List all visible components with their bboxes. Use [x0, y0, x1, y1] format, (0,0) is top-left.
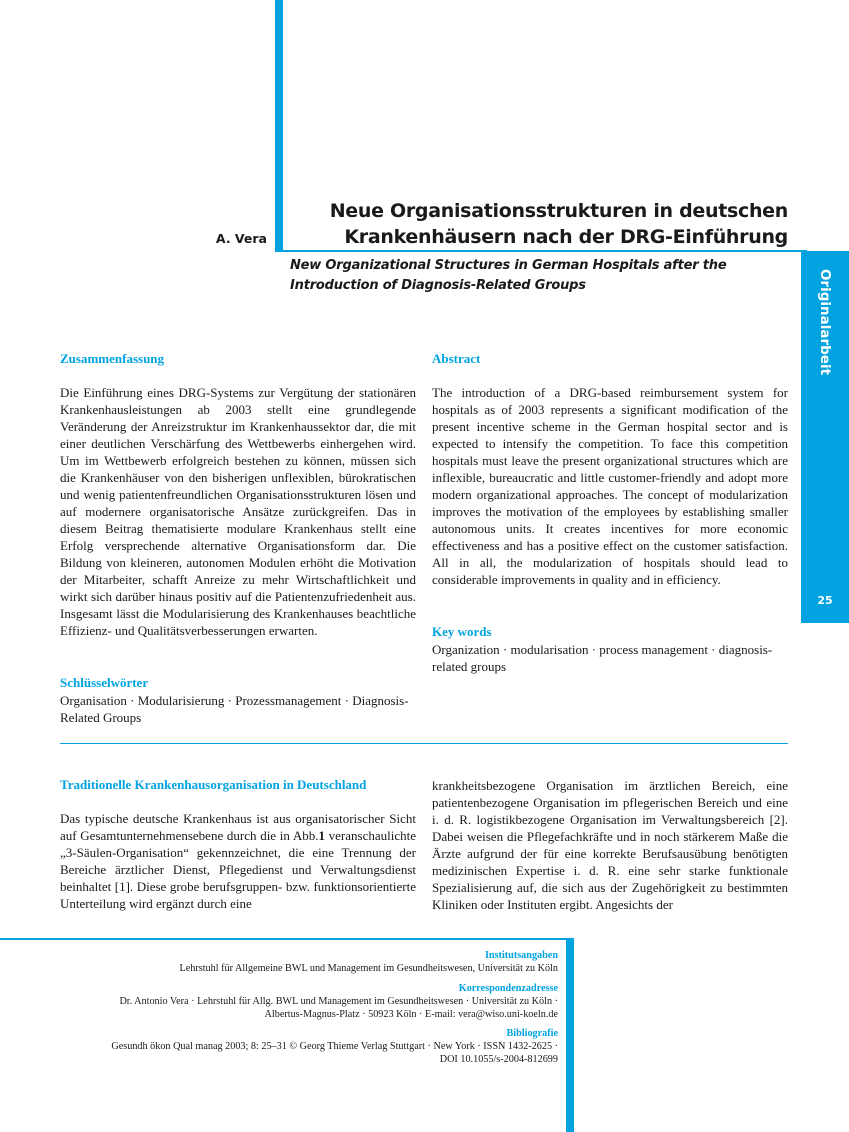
section-text-left-b: veranschaulichte „3-Säulen-Organisation“ gekennzeichnet, die eine Trennung der Bereiche ärztlicher Dienst, Pflegedienst und Verwaltungsdienst beinhaltet [1]. Diese grobe berufsgruppen- bzw. funktionsorientierte Unterteilung wird ergänzt durch eine: [60, 828, 416, 911]
bibliography-line-2: DOI 10.1055/s-2004-812699: [439, 1054, 558, 1065]
footer-bar: [566, 938, 574, 1132]
article-title: [290, 198, 788, 250]
english-title: New Organizational Structures in German Hospitals after the Introduction of Diagnosis-Related Groups: [290, 258, 727, 293]
abstract-text: The introduction of a DRG-based reimbursement system for hospitals as of 2003 represents a significant modification of the present incentive scheme in the German hospital sector and is expected to intensify the competition. To face this competition hospitals must leave the present organizational structures which are inflexible, bureaucratic and little customer-friendly and adopt more modern organizational approaches. The concept of modularization improves the motivation of the employees by establishing smaller autonomous units. It creates incentives for more economic effectiveness and has a positive effect on the customer satisfaction. All in all, the modularization of hospitals should lead to considerable improvements in quality and in efficiency.: [432, 385, 788, 587]
author: A. Vera: [215, 231, 267, 246]
section-heading: Traditionelle Krankenhausorganisation in Deutschland: [60, 777, 367, 792]
bibliography-line-1: Gesundh ökon Qual manag 2003; 8: 25–31 © Georg Thieme Verlag Stuttgart · New York · ISSN 1432-2625 ·: [111, 1041, 558, 1052]
correspondence-line-1: Dr. Antonio Vera · Lehrstuhl für Allg. BWL und Management im Gesundheitswesen · Universität zu Köln ·: [119, 996, 558, 1007]
zusammenfassung-heading: Zusammenfassung: [60, 351, 165, 366]
abstract-heading: Abstract: [432, 351, 481, 366]
correspondence-line-2: Albertus-Magnus-Platz · 50923 Köln · E-mail: vera@wiso.uni-koeln.de: [264, 1009, 558, 1020]
page-number: 25: [817, 594, 833, 607]
title-line-1: Neue Organisationsstrukturen in deutschen: [329, 200, 788, 222]
section-text-right: krankheitsbezogene Organisation im ärztlichen Bereich, eine patientenbezogene Organisation im pflegerischen Bereich und eine i. d. R. logistikbezogene Organisation im Verwaltungsbereich [2]. Dabei weisen die Pflegefachkräfte und in noch stärkerem Maße die Ärzte aufgrund der für eine korrekte Berufsausübung benötigten medizinischen Expertise i. d. R. eine sehr starke funktionale Spezialisierung auf, die sich aus der Zugehörigkeit zu bestimmten Kliniken oder Instituten ergibt. Angesichts der: [432, 778, 788, 912]
footer-rule: [0, 938, 574, 940]
keywords-heading: Key words: [432, 624, 492, 639]
bibliography-heading: Bibliografie: [506, 1028, 558, 1039]
correspondence-heading: Korrespondenzadresse: [458, 983, 558, 994]
section-text-left-a: Das typische deutsche Krankenhaus ist aus organisatorischer Sicht auf Gesamtunternehmensebene durch die in Abb.: [60, 811, 416, 843]
footer-bibliography: [40, 1027, 558, 1066]
top-accent-bar: [275, 0, 283, 250]
keywords-text: Organization · modularisation · process management · diagnosis-related groups: [432, 642, 773, 674]
institution-text: Lehrstuhl für Allgemeine BWL und Management im Gesundheitswesen, Universität zu Köln: [179, 963, 558, 974]
side-label: [801, 262, 849, 382]
side-label-text: Originalarbeit: [817, 268, 834, 376]
section-divider: [60, 743, 788, 744]
zusammenfassung-text: Die Einführung eines DRG-Systems zur Vergütung der stationären Krankenhausleistungen ab 2003 stellt eine grundlegende Veränderung der Anreizstruktur im Krankenhaussektor dar, die mit einer deutlichen Verschärfung des Wettbewerbs einhergehen wird. Um im Wettbewerb erfolgreich bestehen zu können, müssen sich die Krankenhäuser von den bisherigen unflexiblen, bürokratischen und wenig patientenfreundlichen Organisationsstrukturen lösen und auf modernere organisatorische Ansätze zurückgreifen. Das in diesem Beitrag thematisierte modulare Krankenhaus stellt eine Erfolg versprechende alternative Organisationsform dar. Die Bildung von kleineren, autonomen Modulen erhöht die Motivation der Mitarbeiter, schafft Anreize zu mehr Wirtschaftlichkeit und wirkt sich darüber hinaus positiv auf die Patientenzufriedenheit aus. Insgesamt lässt die Modularisierung des Krankenhauses beachtliche Effizienz- und Qualitätsverbesserungen erwarten.: [60, 385, 416, 638]
schluesselwoerter-heading: Schlüsselwörter: [60, 675, 149, 690]
title-line-2: Krankenhäusern nach der DRG-Einführung: [344, 226, 788, 248]
schluesselwoerter-text: Organisation · Modularisierung · Prozessmanagement · Diagnosis-Related Groups: [60, 693, 409, 725]
figure-reference: 1: [318, 828, 325, 843]
section-text-left: [60, 810, 416, 912]
footer-correspondence: [40, 982, 558, 1021]
institution-heading: Institutsangaben: [484, 950, 558, 961]
title-rule: [275, 250, 807, 252]
footer-institution: [40, 949, 558, 975]
